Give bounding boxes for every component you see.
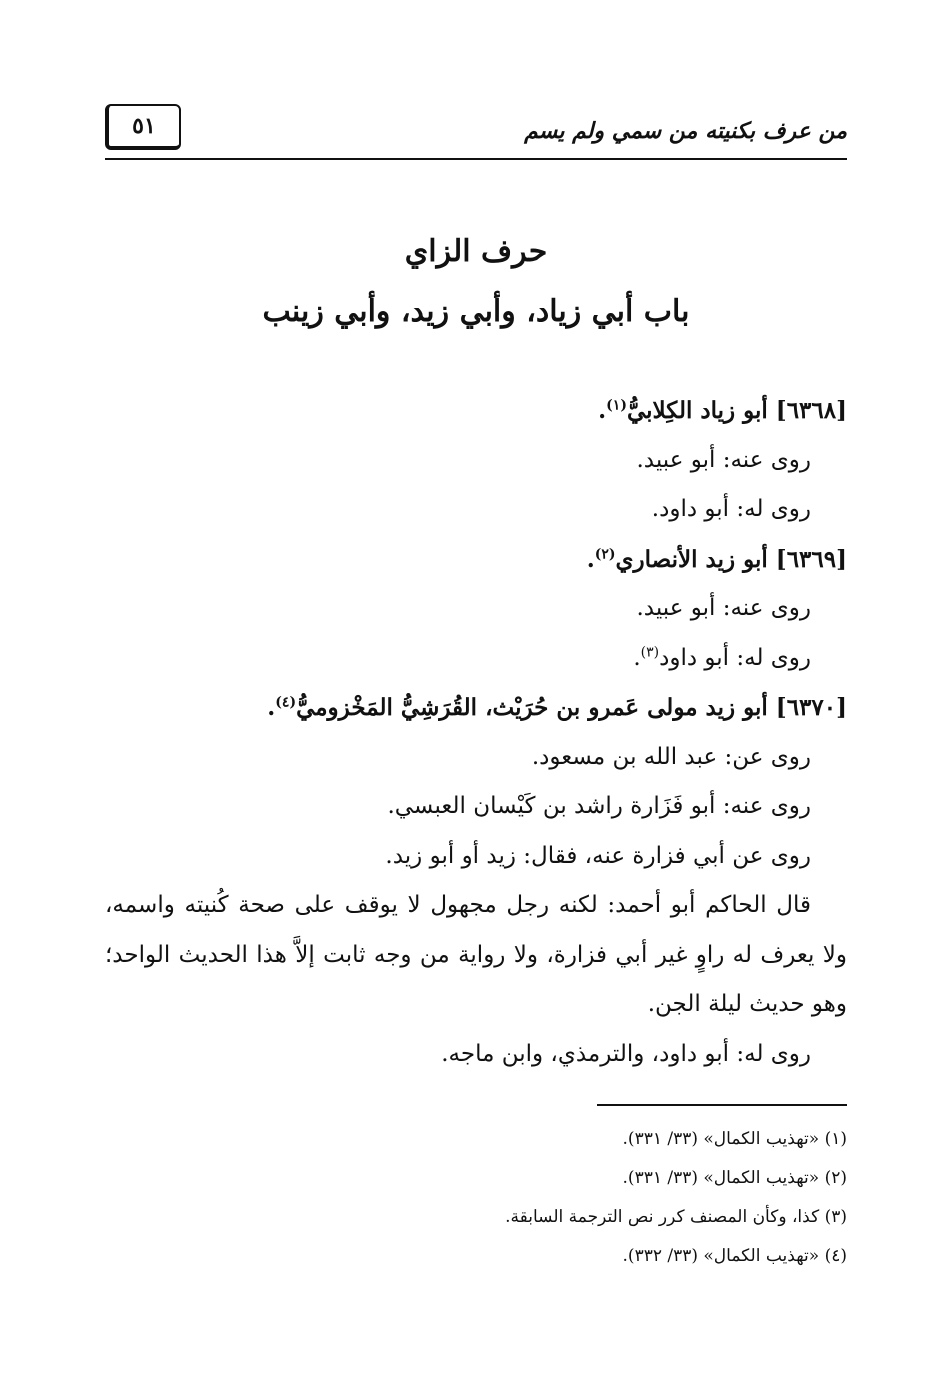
entry-end: . [598, 397, 607, 424]
narration-line [105, 634, 847, 684]
entry-heading-6368 [105, 386, 847, 436]
section-headings [105, 228, 847, 336]
entry-heading-6370 [105, 683, 847, 733]
entry-name: [٦٣٦٩] أبو زيد الأنصاري [615, 545, 847, 573]
page-number: ٥١ [105, 104, 181, 150]
running-title: من عرف بكنيته من سمي ولم يسم [524, 118, 847, 144]
narration-line: روى عن أبي فزارة عنه، فقال: زيد أو أبو زيد. [385, 842, 811, 869]
narration-text: روى له: أبو داود [659, 644, 811, 671]
chapter-heading: باب أبي زياد، وأبي زيد، وأبي زينب [262, 294, 690, 329]
narration-line: روى عنه: أبو عبيد. [636, 595, 811, 621]
footnote-1: (١) «تهذيب الكمال» (٣٣/ ٣٣١). [622, 1129, 847, 1149]
entry-end: . [586, 545, 595, 573]
main-text [105, 386, 847, 1079]
letter-heading: حرف الزاي [404, 234, 548, 269]
footnote-2: (٢) «تهذيب الكمال» (٣٣/ ٣٣١). [622, 1168, 847, 1188]
header-rule [105, 158, 847, 160]
entry-name: [٦٣٧٠] أبو زيد مولى عَمرو بن حُرَيْث، القُرَشِيُّ المَخْزوميُّ [296, 694, 847, 721]
footnote-marker: (١) [606, 397, 627, 414]
narration-line: روى له: أبو داود. [651, 496, 811, 522]
running-header [105, 104, 847, 160]
footnotes [105, 1120, 847, 1276]
narration-line: روى له: أبو داود، والترمذي، وابن ماجه. [441, 1040, 811, 1067]
footnote-marker: (٣) [640, 643, 660, 660]
narration-line: روى عن: عبد الله بن مسعود. [531, 743, 811, 770]
footnote-rule [597, 1104, 847, 1106]
footnote-3: (٣) كذا، وكأن المصنف كرر نص الترجمة السابقة. [505, 1207, 847, 1227]
footnote-marker: (٢) [594, 545, 616, 562]
narration-end: . [633, 644, 641, 671]
footnote-4: (٤) «تهذيب الكمال» (٣٣/ ٣٣٢). [622, 1246, 847, 1266]
narration-line: روى عنه: أبو عبيد. [636, 446, 811, 473]
entry-heading-6369 [105, 535, 847, 585]
footnote-marker: (٤) [275, 694, 297, 711]
entry-end: . [267, 694, 276, 721]
commentary-paragraph: قال الحاكم أبو أحمد: لكنه رجل مجهول لا يوقف على صحة كُنيته واسمه، ولا يعرف له راوٍ غير أبي فزارة، ولا رواية من وجه ثابت إلاَّ هذا الحديث الواحد؛ وهو حديث ليلة الجن. [105, 892, 847, 1017]
narration-line: روى عنه: أبو فَزَارة راشد بن كَيْسان العبسي. [387, 793, 811, 819]
entry-name: [٦٣٦٨] أبو زياد الكِلابيُّ [626, 397, 847, 424]
